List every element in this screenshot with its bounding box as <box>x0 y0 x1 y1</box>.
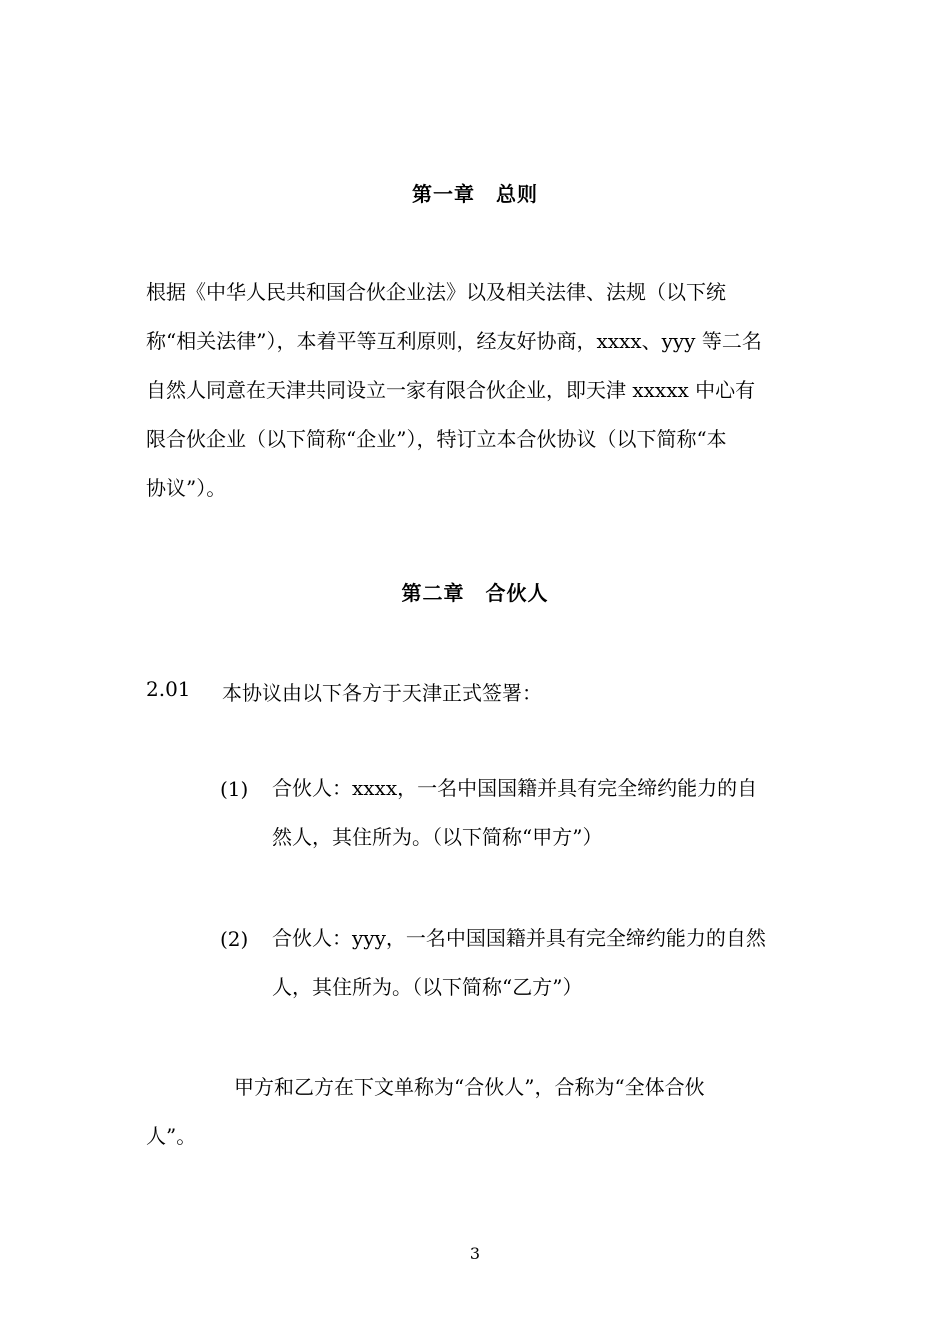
clause-text: 本协议由以下各方于天津正式签署： <box>222 681 542 705</box>
item-number: (2) <box>220 927 249 951</box>
partner-item-1 <box>272 764 812 862</box>
item-line: 合伙人：yyy，一名中国国籍并具有完全缔约能力的自然 <box>272 926 766 950</box>
chapter-1-title: 第一章 总则 <box>412 182 538 206</box>
summary-line: 甲方和乙方在下文单称为“合伙人”，合称为“全体合伙 <box>234 1075 705 1099</box>
paragraph-line: 称“相关法律”），本着平等互利原则，经友好协商，xxxx、yyy 等二名 <box>146 329 762 353</box>
summary-line: 人”。 <box>146 1124 197 1148</box>
chapter-1-paragraph <box>146 268 806 513</box>
item-line: 人，其住所为。（以下简称“乙方”） <box>272 975 583 999</box>
paragraph-line: 自然人同意在天津共同设立一家有限合伙企业，即天津 xxxxx 中心有 <box>146 378 756 402</box>
paragraph-line: 根据《中华人民共和国合伙企业法》以及相关法律、法规（以下统 <box>146 280 726 304</box>
paragraph-line: 限合伙企业（以下简称“企业”），特订立本合伙协议（以下简称“本 <box>146 427 727 451</box>
page-number: 3 <box>469 1244 481 1263</box>
item-number: (1) <box>220 777 249 801</box>
partner-item-2 <box>272 914 812 1012</box>
item-line: 合伙人：xxxx，一名中国国籍并具有完全缔约能力的自 <box>272 776 758 800</box>
item-line: 然人，其住所为。（以下简称“甲方”） <box>272 825 603 849</box>
chapter-2-title: 第二章 合伙人 <box>401 581 549 605</box>
paragraph-line: 协议”）。 <box>146 476 227 500</box>
clause-number: 2.01 <box>146 677 191 701</box>
summary-paragraph <box>146 1063 806 1161</box>
